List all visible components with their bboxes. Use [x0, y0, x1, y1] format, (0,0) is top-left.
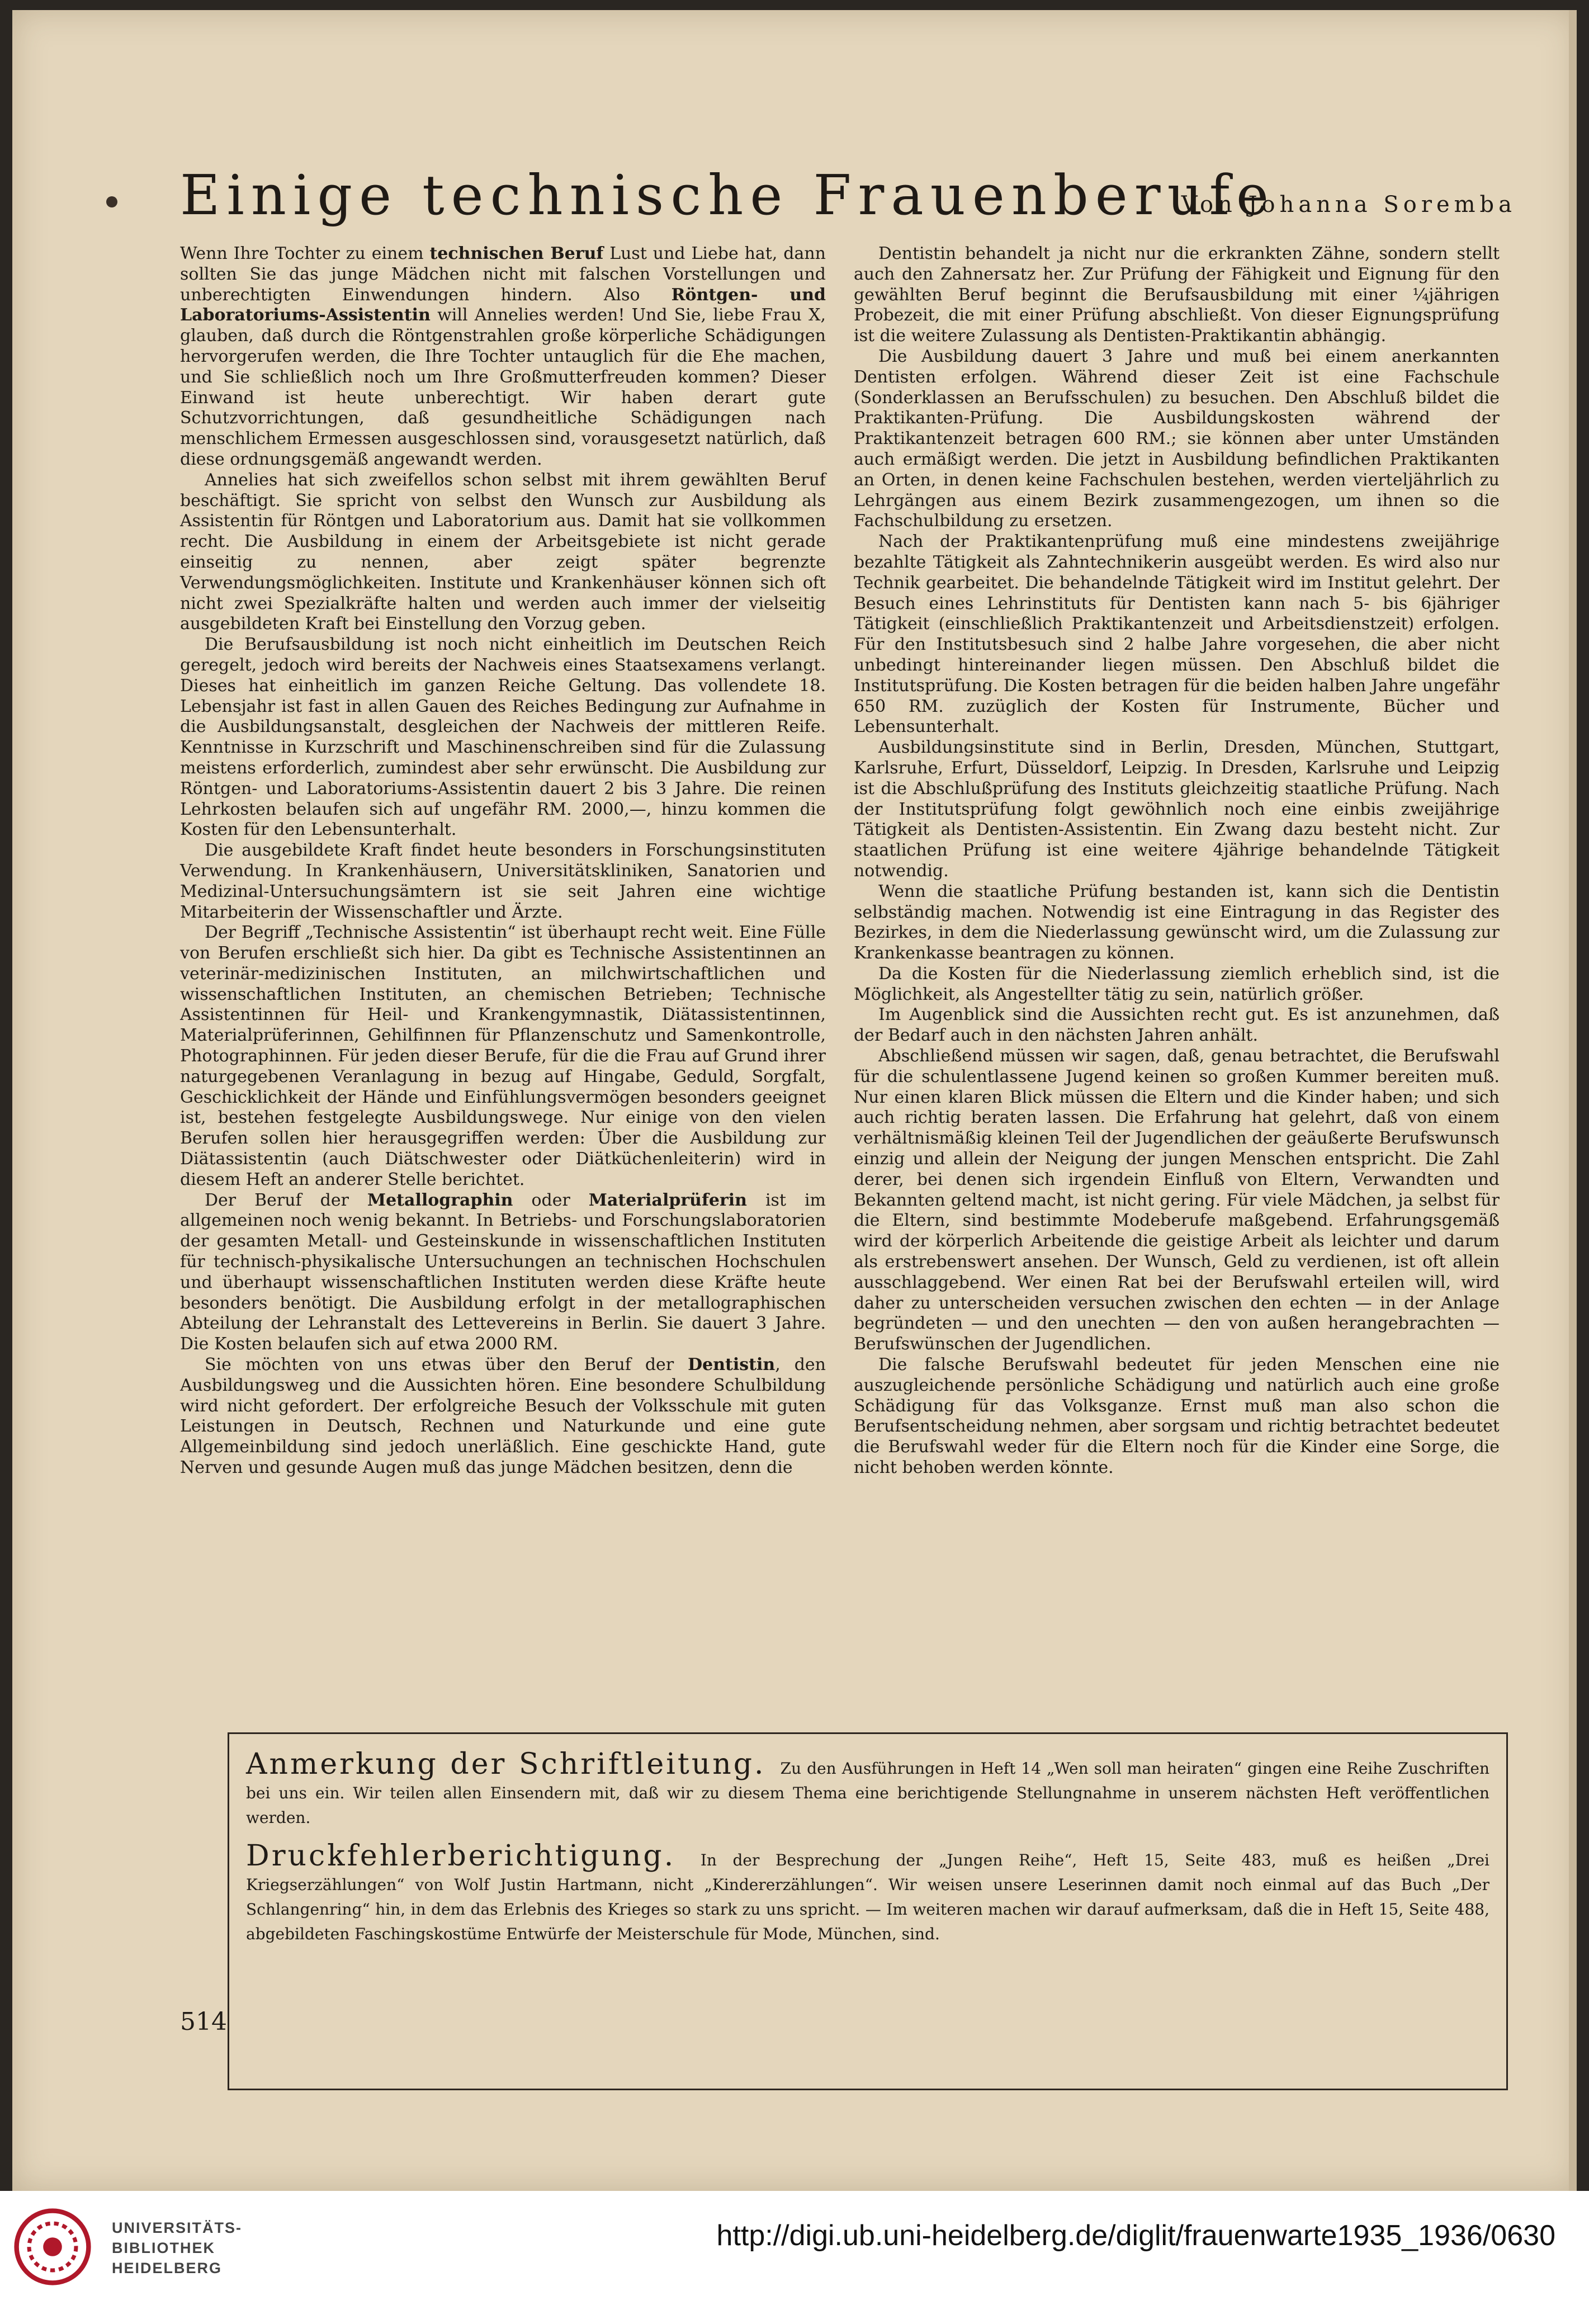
permalink-url[interactable]: http://digi.ub.uni-heidelberg.de/diglit/frauenwarte1935_1936/0630: [716, 2219, 1555, 2252]
library-name-line-1: UNIVERSITÄTS-: [112, 2219, 243, 2236]
article-paragraph: Sie möchten von uns etwas über den Beruf der Dentistin, den Ausbildungsweg und die Aussichten hören. Eine besondere Schulbildung wird nicht gefordert. Der erfolgreiche Besuch der Volksschule mit guten Leistungen in Deutsch, Rechnen und Naturkunde und eine gute Allgemeinbildung sind jedoch unerläßlich. Eine geschickte Hand, gute Nerven und gesunde Augen muß das junge Mädchen besitzen, denn die: [180, 1355, 826, 1478]
left-text-column: [180, 244, 826, 1479]
scanned-page: [12, 10, 1577, 2191]
article-author: Von Johanna Soremba: [1181, 192, 1516, 218]
library-name-line-2: BIBLIOTHEK: [112, 2240, 215, 2256]
university-library-logo-icon: [13, 2208, 92, 2286]
page-number: 514: [180, 2007, 227, 2036]
notice-heading-1: Anmerkung der Schriftleitung.: [246, 1747, 766, 1781]
article-paragraph: Dentistin behandelt ja nicht nur die erkrankten Zähne, sondern stellt auch den Zahnersatz her. Zur Prüfung der Fähigkeit und Eignung für den gewählten Beruf beginnt die Berufsausbildung mit einer ¼jährigen Probezeit, die mit einer Prüfung abschließt. Von dieser Eignungsprüfung ist die weitere Zulassung als Dentisten-Praktikantin abhängig.: [854, 244, 1500, 346]
article-paragraph: Nach der Praktikantenprüfung muß eine mindestens zweijährige bezahlte Tätigkeit als Zahntechnikerin ausgeübt werden. Es wird also nur Technik gearbeitet. Die behandelnde Tätigkeit wird im Institut gelehrt. Der Besuch eines Lehrinstituts für Dentisten kann nach 5- bis 6jähriger Tätigkeit (einschließlich Praktikantenzeit und Arbeitsdienstzeit) erfolgen. Für den Institutsbesuch sind 2 halbe Jahre vorgesehen, die aber nicht unbedingt hintereinander liegen müssen. Den Abschluß bildet die Institutsprüfung. Die Kosten betragen für die beiden halben Jahre ungefähr 650 RM. zuzüglich der Kosten für Instrumente, Bücher und Lebensunterhalt.: [854, 532, 1500, 737]
page-edge: [1569, 10, 1577, 2191]
notice-paragraph-2: [246, 1839, 1489, 1947]
right-text-column: [854, 244, 1500, 1479]
library-name: [112, 2218, 242, 2278]
article-paragraph: Ausbildungsinstitute sind in Berlin, Dresden, München, Stuttgart, Karlsruhe, Erfurt, Düsseldorf, Leipzig. In Dresden, Karlsruhe und Leipzig ist die Abschlußprüfung des Instituts gleichzeitig staatliche Prüfung. Nach der Institutsprüfung folgt gewöhnlich noch eine einbis zweijährige Tätigkeit als Dentisten-Assistentin. Ein Zwang dazu besteht nicht. Zur staatlichen Prüfung ist eine weitere 4jährige behandelnde Tätigkeit notwendig.: [854, 738, 1500, 881]
article-paragraph: Die Berufsausbildung ist noch nicht einheitlich im Deutschen Reich geregelt, jedoch wird bereits der Nachweis eines Staatsexamens verlangt. Dieses hat einheitlich im ganzen Reiche Geltung. Das vollendete 18. Lebensjahr ist fast in allen Gauen des Reiches Bedingung zur Aufnahme in die Ausbildungsanstalt, desgleichen der Nachweis der mittleren Reife. Kenntnisse in Kurzschrift und Maschinenschreiben sind für die Zulassung meistens erforderlich, zumindest aber sehr erwünscht. Die Ausbildung zur Röntgen- und Laboratoriums-Assistentin dauert 2 bis 3 Jahre. Die reinen Lehrkosten belaufen sich auf ungefähr RM. 2000,—, hinzu kommen die Kosten für den Lebensunterhalt.: [180, 635, 826, 840]
article-paragraph: Die ausgebildete Kraft findet heute besonders in Forschungsinstituten Verwendung. In Krankenhäusern, Universitätskliniken, Sanatorien und Medizinal-Untersuchungsämtern ist sie seit Jahren eine wichtige Mitarbeiterin der Wissenschaftler und Ärzte.: [180, 840, 826, 922]
article-header: [152, 164, 1516, 231]
article-paragraph: Abschließend müssen wir sagen, daß, genau betrachtet, die Berufswahl für die schulentlassene Jugend keinen so großen Kummer bereiten muß. Nur einen klaren Blick müssen die Eltern und die Kinder haben; und sich auch richtig beraten lassen. Die Erfahrung hat gelehrt, daß von einem verhältnismäßig kleinen Teil der Jugendlichen der geäußerte Berufswunsch einzig und allein der Neigung der jungen Menschen entspricht. Die Zahl derer, bei denen sich irgendein Einfluß von Eltern, Verwandten und Bekannten geltend macht, ist nicht gering. Für viele Mädchen, ja selbst für die Eltern, sind bestimmte Modeberufe maßgebend. Erfahrungsgemäß wird der körperlich Arbeitende die geistige Arbeit als leichter und darum als erstrebenswert ansehen. Der Wunsch, Geld zu verdienen, ist oft allein ausschlaggebend. Wer einen Rat bei der Berufswahl erteilen will, wird daher zu unterscheiden versuchen zwischen den echten — in der Anlage begründeten — und den unechten — den von außen herangebrachten — Berufswünschen der Jugendlichen.: [854, 1046, 1500, 1354]
notice-heading-2: Druckfehlerberichtigung.: [246, 1839, 676, 1873]
notice-text-1: Zu den Ausführungen in Heft 14 „Wen soll man heiraten“ gingen eine Reihe Zuschriften bei uns ein. Wir teilen allen Einsendern mit, daß wir zu diesem Thema eine berichtigende Stellungnahme in unserem nächsten Heft veröffentlichen werden.: [246, 1759, 1489, 1827]
editorial-notice-box: [228, 1732, 1508, 2090]
article-title: Einige technische Frauenberufe: [180, 164, 1275, 228]
article-paragraph: Wenn Ihre Tochter zu einem technischen Beruf Lust und Liebe hat, dann sollten Sie das junge Mädchen nicht mit falschen Vorstellungen und unberechtigten Einwendungen hindern. Also Röntgen- und Laboratoriums-Assistentin will Annelies werden! Und Sie, liebe Frau X, glauben, daß durch die Röntgenstrahlen große körperliche Schädigungen hervorgerufen werden, die Ihre Tochter untauglich für die Ehe machen, und Sie schließlich noch um Ihre Großmutterfreuden kommen? Dieser Einwand ist heute unberechtigt. Wir haben derart gute Schutzvorrichtungen, daß gesundheitliche Schädigungen nach menschlichem Ermessen ausgeschlossen sind, vorausgesetzt natürlich, daß diese ordnungsgemäß angewandt werden.: [180, 244, 826, 469]
library-name-line-3: HEIDELBERG: [112, 2260, 223, 2276]
article-paragraph: Im Augenblick sind die Aussichten recht gut. Es ist anzunehmen, daß der Bedarf auch in den nächsten Jahren anhält.: [854, 1005, 1500, 1046]
notice-text-2: In der Besprechung der „Jungen Reihe“, Heft 15, Seite 483, muß es heißen „Drei Kriegserzählungen“ von Wolf Justin Hartmann, nicht „Kindererzählungen“. Wir weisen unsere Leserinnen damit noch einmal auf das Buch „Der Schlangenring“ hin, in dem das Erlebnis des Krieges so stark zu uns spricht. — Im weiteren machen wir darauf aufmerksam, daß die in Heft 15, Seite 488, abgebildeten Faschingskostüme Entwürfe der Meisterschule für Mode, München, sind.: [246, 1851, 1490, 1943]
article-paragraph: Da die Kosten für die Niederlassung ziemlich erheblich sind, ist die Möglichkeit, als Angestellter tätig zu sein, natürlich größer.: [854, 963, 1500, 1004]
article-paragraph: Der Beruf der Metallographin oder Materialprüferin ist im allgemeinen noch wenig bekannt. In Betriebs- und Forschungslaboratorien der gesamten Metall- und Gesteinskunde in wissenschaftlichen Instituten für technisch-physikalische Untersuchungen an technischen Hochschulen und überhaupt wissenschaftlichen Instituten werden diese Kräfte heute besonders benötigt. Die Ausbildung erfolgt in der metallographischen Abteilung der Lehranstalt des Lettevereins in Berlin. Sie dauert 3 Jahre. Die Kosten belaufen sich auf etwa 2000 RM.: [180, 1190, 826, 1354]
article-paragraph: Wenn die staatliche Prüfung bestanden ist, kann sich die Dentistin selbständig machen. Notwendig ist eine Eintragung in das Register des Bezirkes, in dem die Niederlassung gewünscht wird, um die Zulassung zur Krankenkasse beantragen zu können.: [854, 881, 1500, 963]
article-paragraph: Der Begriff „Technische Assistentin“ ist überhaupt recht weit. Eine Fülle von Berufen erschließt sich hier. Da gibt es Technische Assistentinnen an veterinär-medizinischen Instituten, an milchwirtschaftlichen und wissenschaftlichen Instituten, an chemischen Betrieben; Technische Assistentinnen für Heil- und Krankengymnastik, Diätassistentinnen, Materialprüferinnen, Gehilfinnen für Pflanzenschutz und Samenkontrolle, Photographinnen. Für jeden dieser Berufe, für die die Frau auf Grund ihrer naturgegebenen Veranlagung in bezug auf Hingabe, Geduld, Sorgfalt, Geschicklichkeit der Hände und Einfühlungsvermögen besonders geeignet ist, bestehen festgelegte Ausbildungswege. Nur einige von den vielen Berufen sollen hier herausgegriffen werden: Über die Ausbildung zur Diätassistentin (auch Diätschwester oder Diätküchenleiterin) wird in diesem Heft an anderer Stelle berichtet.: [180, 923, 826, 1189]
article-paragraph: Die Ausbildung dauert 3 Jahre und muß bei einem anerkannten Dentisten erfolgen. Während dieser Zeit ist eine Fachschule (Sonderklassen an Berufsschulen) zu besuchen. Den Abschluß bildet die Praktikanten-Prüfung. Die Ausbildungskosten während der Praktikantenzeit betragen 600 RM.; sie können aber unter Umständen auch ermäßigt werden. Die jetzt in Ausbildung befindlichen Praktikanten an Orten, in denen keine Fachschulen bestehen, werden vierteljährlich zu Lehrgängen aus einem Bezirk zusammengezogen, um ihnen so die Fachschulbildung zu ersetzen.: [854, 346, 1500, 531]
notice-paragraph-1: [246, 1747, 1489, 1830]
bullet-ornament-icon: [106, 196, 117, 207]
article-paragraph: Annelies hat sich zweifellos schon selbst mit ihrem gewählten Beruf beschäftigt. Sie spricht von selbst den Wunsch zur Ausbildung als Assistentin für Röntgen und Laboratorium aus. Damit hat sie vollkommen recht. Die Ausbildung in einem der Arbeitsgebiete ist nicht gerade einseitig zu nennen, aber zeigt später begrenzte Verwendungsmöglichkeiten. Institute und Krankenhäuser können sich oft nicht zwei Spezialkräfte halten und werden auch immer der vielseitig ausgebildeten Kraft bei Einstellung den Vorzug geben.: [180, 470, 826, 634]
library-footer: [0, 2191, 1589, 2324]
article-paragraph: Die falsche Berufswahl bedeutet für jeden Menschen eine nie auszugleichende persönliche Schädigung und natürlich auch eine große Schädigung für das Volksganze. Ernst muß man also schon die Berufsentscheidung nehmen, aber sorgsam und richtig betrachtet bedeutet die Berufswahl weder für die Eltern noch für die Kinder eine Sorge, die nicht behoben werden könnte.: [854, 1355, 1500, 1478]
